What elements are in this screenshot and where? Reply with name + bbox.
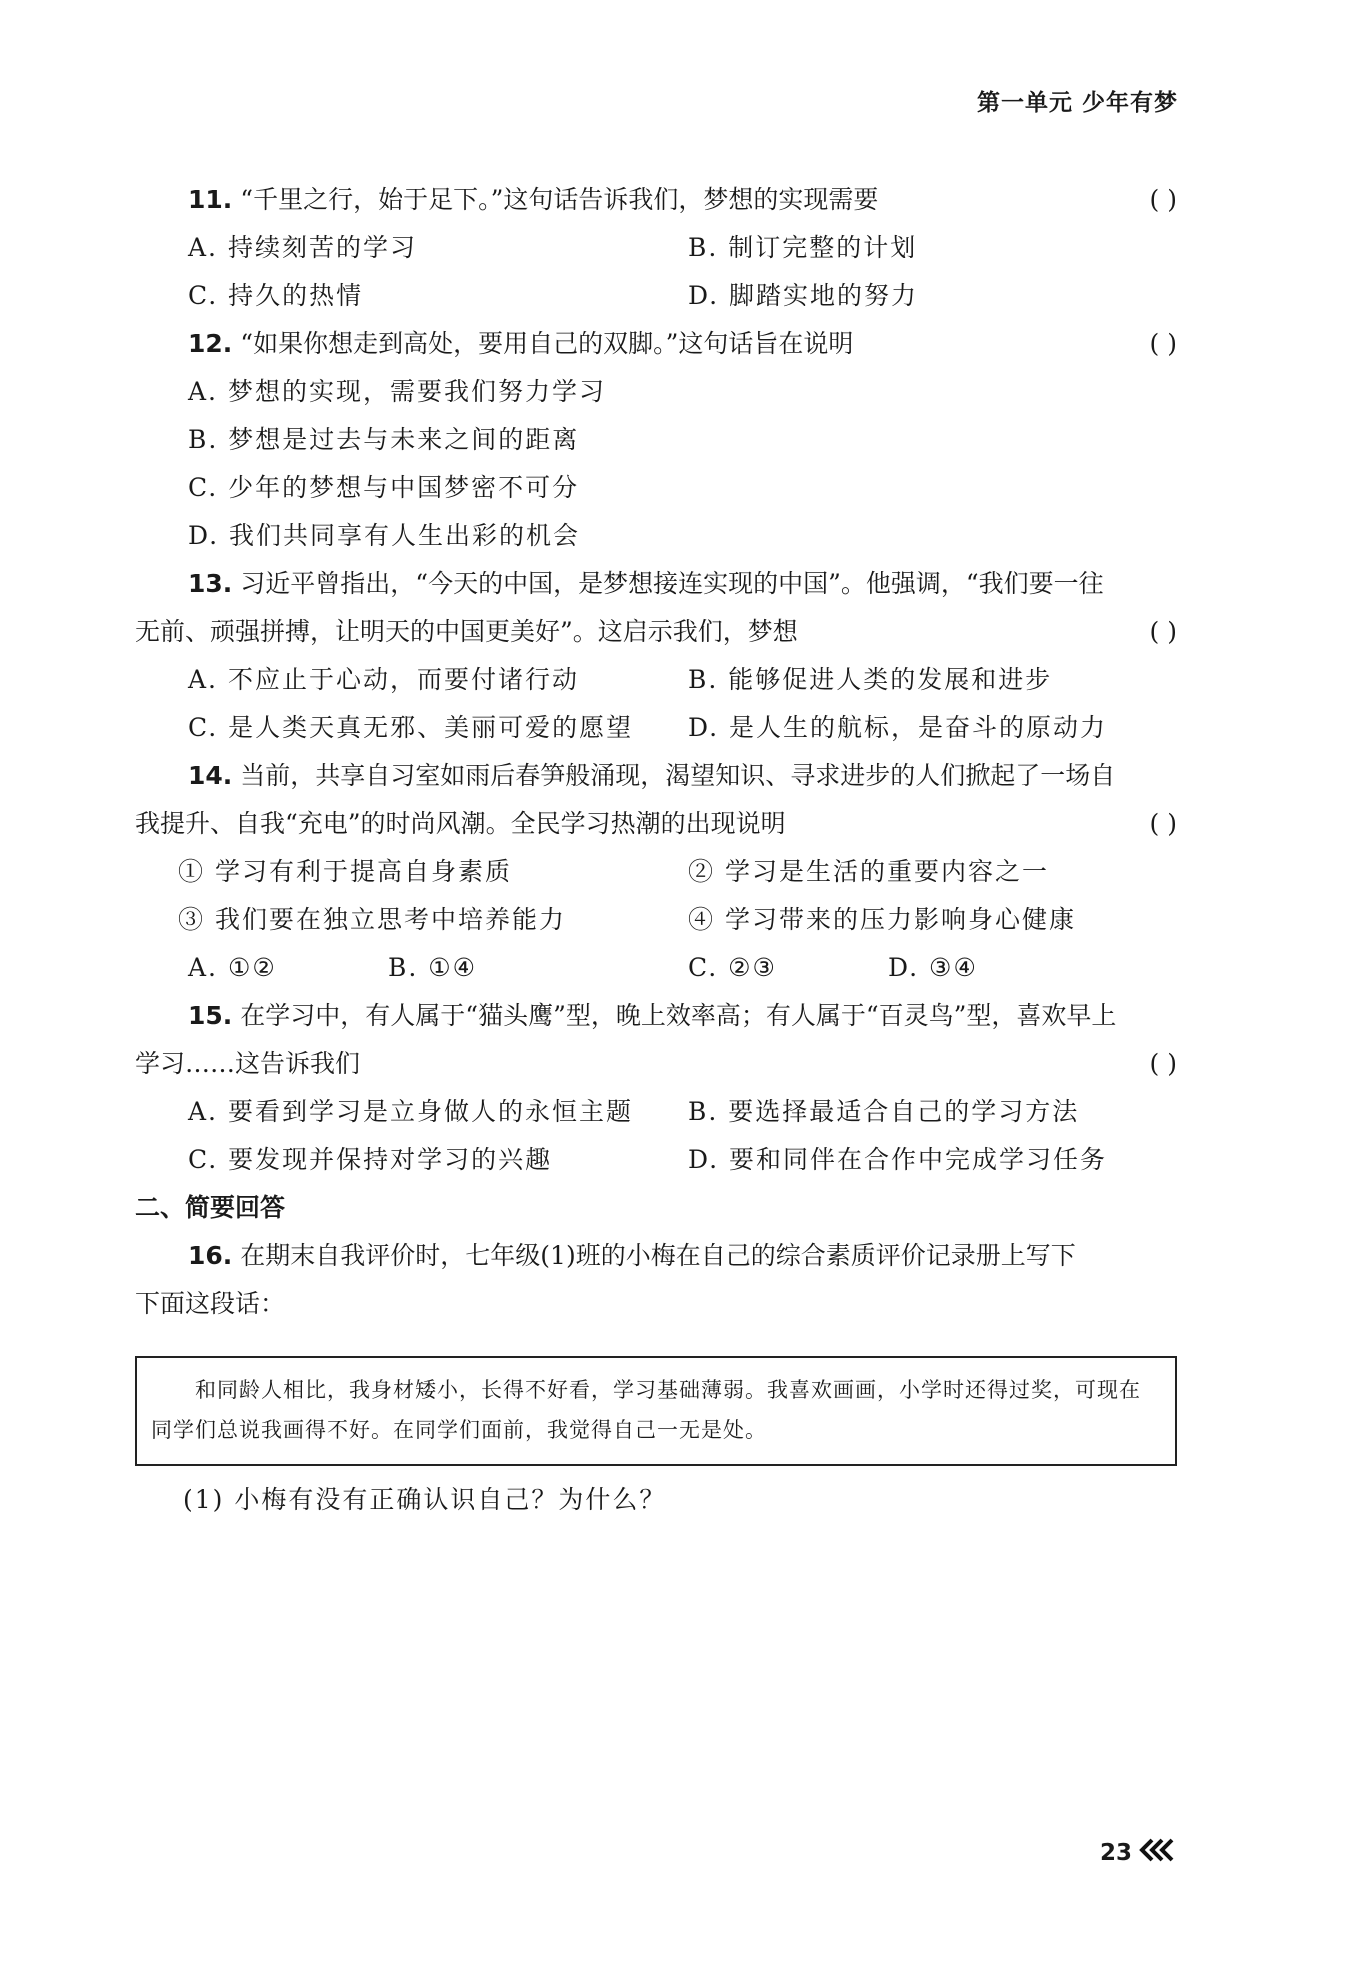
question-13-stem-cont	[135, 608, 1177, 656]
option-a: A. 不应止于心动，而要付诸行动	[188, 665, 579, 694]
quote-box: 和同龄人相比，我身材矮小，长得不好看，学习基础薄弱。我喜欢画画，小学时还得过奖，可现在同学们总说我画得不好。在同学们面前，我觉得自己一无是处。	[135, 1356, 1177, 1466]
subquestion-1: (1) 小梅有没有正确认识自己？为什么？	[183, 1485, 667, 1514]
question-13-stem	[135, 560, 1177, 608]
question-number: 13.	[188, 569, 233, 598]
option-c: C. 要发现并保持对学习的兴趣	[188, 1145, 553, 1174]
page-number: 23	[1099, 1840, 1132, 1866]
question-16-stem-cont	[135, 1280, 1177, 1328]
section-title: 二、简要回答	[135, 1193, 286, 1222]
answer-paren: ( )	[1149, 185, 1177, 214]
statement-3: ③ 我们要在独立思考中培养能力	[178, 905, 566, 934]
options-row	[135, 464, 1177, 512]
question-number: 15.	[188, 1001, 233, 1030]
options-row	[135, 944, 1177, 992]
option-a: A. 要看到学习是立身做人的永恒主题	[188, 1097, 633, 1126]
options-row	[135, 512, 1177, 560]
question-number: 12.	[188, 329, 233, 358]
question-number: 11.	[188, 185, 233, 214]
question-text: 无前、顽强拼搏，让明天的中国更美好”。这启示我们，梦想	[135, 617, 798, 646]
question-14-stem-cont	[135, 800, 1177, 848]
option-a: A. 梦想的实现，需要我们努力学习	[188, 377, 606, 406]
option-b: B. ①④	[388, 953, 478, 982]
option-a: A. ①②	[188, 953, 277, 982]
statement-1: ① 学习有利于提高自身素质	[178, 857, 512, 886]
options-row	[135, 272, 1177, 320]
question-text: 在期末自我评价时，七年级(1)班的小梅在自己的综合素质评价记录册上写下	[240, 1241, 1076, 1270]
answer-paren: ( )	[1149, 1049, 1177, 1078]
option-b: B. 要选择最适合自己的学习方法	[688, 1097, 1080, 1126]
option-d: D. 要和同伴在合作中完成学习任务	[688, 1145, 1108, 1174]
content-area	[135, 176, 1177, 1524]
option-d: D. 是人生的航标，是奋斗的原动力	[688, 713, 1108, 742]
statement-4: ④ 学习带来的压力影响身心健康	[688, 905, 1076, 934]
options-row	[135, 1088, 1177, 1136]
options-row	[135, 656, 1177, 704]
page-footer	[1100, 1838, 1178, 1868]
answer-paren: ( )	[1149, 809, 1177, 838]
options-row	[135, 368, 1177, 416]
question-text: 当前，共享自习室如雨后春笋般涌现，渴望知识、寻求进步的人们掀起了一场自	[240, 761, 1116, 790]
options-row	[135, 416, 1177, 464]
option-a: A. 持续刻苦的学习	[188, 233, 417, 262]
option-d: D. ③④	[888, 953, 978, 982]
question-text: “如果你想走到高处，要用自己的双脚。”这句话旨在说明	[240, 329, 854, 358]
option-b: B. 能够促进人类的发展和进步	[688, 665, 1053, 694]
subquestion-row	[135, 1476, 1177, 1524]
question-14-stem	[135, 752, 1177, 800]
option-c: C. 是人类天真无邪、美丽可爱的愿望	[188, 713, 634, 742]
question-text: 下面这段话：	[135, 1289, 286, 1318]
option-c: C. ②③	[688, 953, 777, 982]
option-d: D. 脚踏实地的努力	[688, 281, 919, 310]
question-text: 学习……这告诉我们	[135, 1049, 361, 1078]
statements-row	[135, 896, 1177, 944]
question-number: 14.	[188, 761, 233, 790]
question-12-stem	[135, 320, 1177, 368]
question-text: “千里之行，始于足下。”这句话告诉我们，梦想的实现需要	[240, 185, 879, 214]
statement-2: ② 学习是生活的重要内容之一	[688, 857, 1049, 886]
question-text: 习近平曾指出，“今天的中国，是梦想接连实现的中国”。他强调，“我们要一往	[240, 569, 1104, 598]
double-chevron-left-icon	[1138, 1838, 1178, 1868]
option-b: B. 梦想是过去与未来之间的距离	[188, 425, 580, 454]
answer-paren: ( )	[1149, 329, 1177, 358]
options-row	[135, 224, 1177, 272]
statements-row	[135, 848, 1177, 896]
option-c: C. 持久的热情	[188, 281, 364, 310]
answer-paren: ( )	[1149, 617, 1177, 646]
question-15-stem	[135, 992, 1177, 1040]
option-d: D. 我们共同享有人生出彩的机会	[188, 521, 581, 550]
options-row	[135, 704, 1177, 752]
question-number: 16.	[188, 1241, 233, 1270]
option-b: B. 制订完整的计划	[688, 233, 918, 262]
option-c: C. 少年的梦想与中国梦密不可分	[188, 473, 580, 502]
unit-header: 第一单元 少年有梦	[976, 90, 1178, 116]
question-text: 我提升、自我“充电”的时尚风潮。全民学习热潮的出现说明	[135, 809, 786, 838]
question-15-stem-cont	[135, 1040, 1177, 1088]
question-11-stem	[135, 176, 1177, 224]
question-text: 在学习中，有人属于“猫头鹰”型，晚上效率高；有人属于“百灵鸟”型，喜欢早上	[240, 1001, 1117, 1030]
question-16-stem	[135, 1232, 1177, 1280]
options-row	[135, 1136, 1177, 1184]
